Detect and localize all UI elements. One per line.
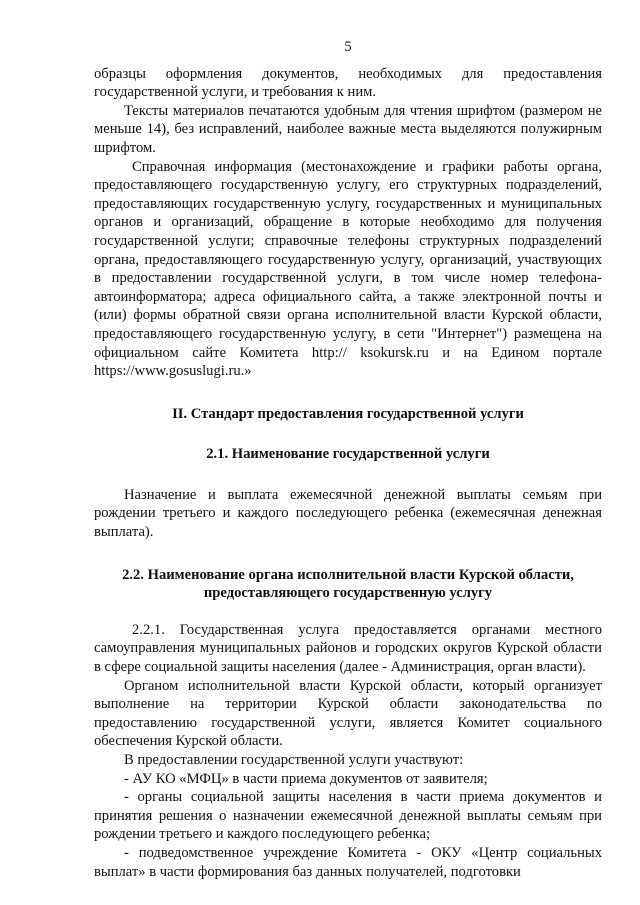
subsection-heading-authority-line2: предоставляющего государственную услугу [203,585,493,602]
page-number: 5 [344,39,352,55]
paragraph-reference-info: Справочная информация (местонахождение и графики работы органа, предоставляющего государственную услугу, его структурных подразделений, предоставляющих государственную услугу, государственных и муниципальных органов и организаций, обращение в которые необходимо для получения государственной услуги; справочные телефоны структурных подразделений органа, предоставляющего государственную услугу, организаций, участвующих в предоставлении государственной услуги, в том числе номер телефона-автоинформатора; адреса официального сайта, а также электронной почты и (или) формы обратной связи органа исполнительной власти Курской области, предоставляющего государственную услугу, в сети "Интернет") размещена на официальном сайте Комитета http:// ksokursk.ru и на Едином портале https://www.gosuslugi.ru.» [94,158,602,380]
paragraph-font-requirements: Тексты материалов печатаются удобным для чтения шрифтом (размером не меньше 14), без исправлений, наиболее важные места выделяются полужирным шрифтом. [94,102,602,156]
subsection-heading-authority-line1: 2.2. Наименование органа исполнительной власти Курской области, [122,566,574,583]
paragraph-executive-authority: Органом исполнительной власти Курской области, который организует выполнение на территории Курской области законодательства по предоставлению государственной услуги, является Комитет социального обеспечения Курской области. [94,677,602,750]
paragraph-service-name: Назначение и выплата ежемесячной денежной выплаты семьям при рождении третьего и каждого последующего ребенка (ежемесячная денежная выплата). [94,486,602,541]
paragraph-forms: образцы оформления документов, необходимых для предоставления государственной услуги, и требования к ним. [94,65,602,101]
list-item-mfc: - АУ КО «МФЦ» в части приема документов от заявителя; [124,770,488,787]
paragraph-participants-intro: В предоставлении государственной услуги участвуют: [124,752,464,768]
list-item-payments-center: - подведомственное учреждение Комитета - ОКУ «Центр социальных выплат» в части формирования баз данных получателей, подготовки [94,844,602,880]
subsection-heading-service-name: 2.1. Наименование государственной услуги [206,446,490,463]
document-page [94,38,602,881]
section-heading-standard: II. Стандарт предоставления государственной услуги [172,405,524,422]
list-item-social-protection: - органы социальной защиты населения в части приема документов и принятия решения о назначении ежемесячной денежной выплаты семьям при рождении третьего и каждого последующего ребенка; [94,789,602,843]
paragraph-2-2-1: 2.2.1. Государственная услуга предоставляется органами местного самоуправления муниципальных районов и городских округов Курской области в сфере социальной защиты населения (далее - Администрация, орган власти). [94,621,602,676]
